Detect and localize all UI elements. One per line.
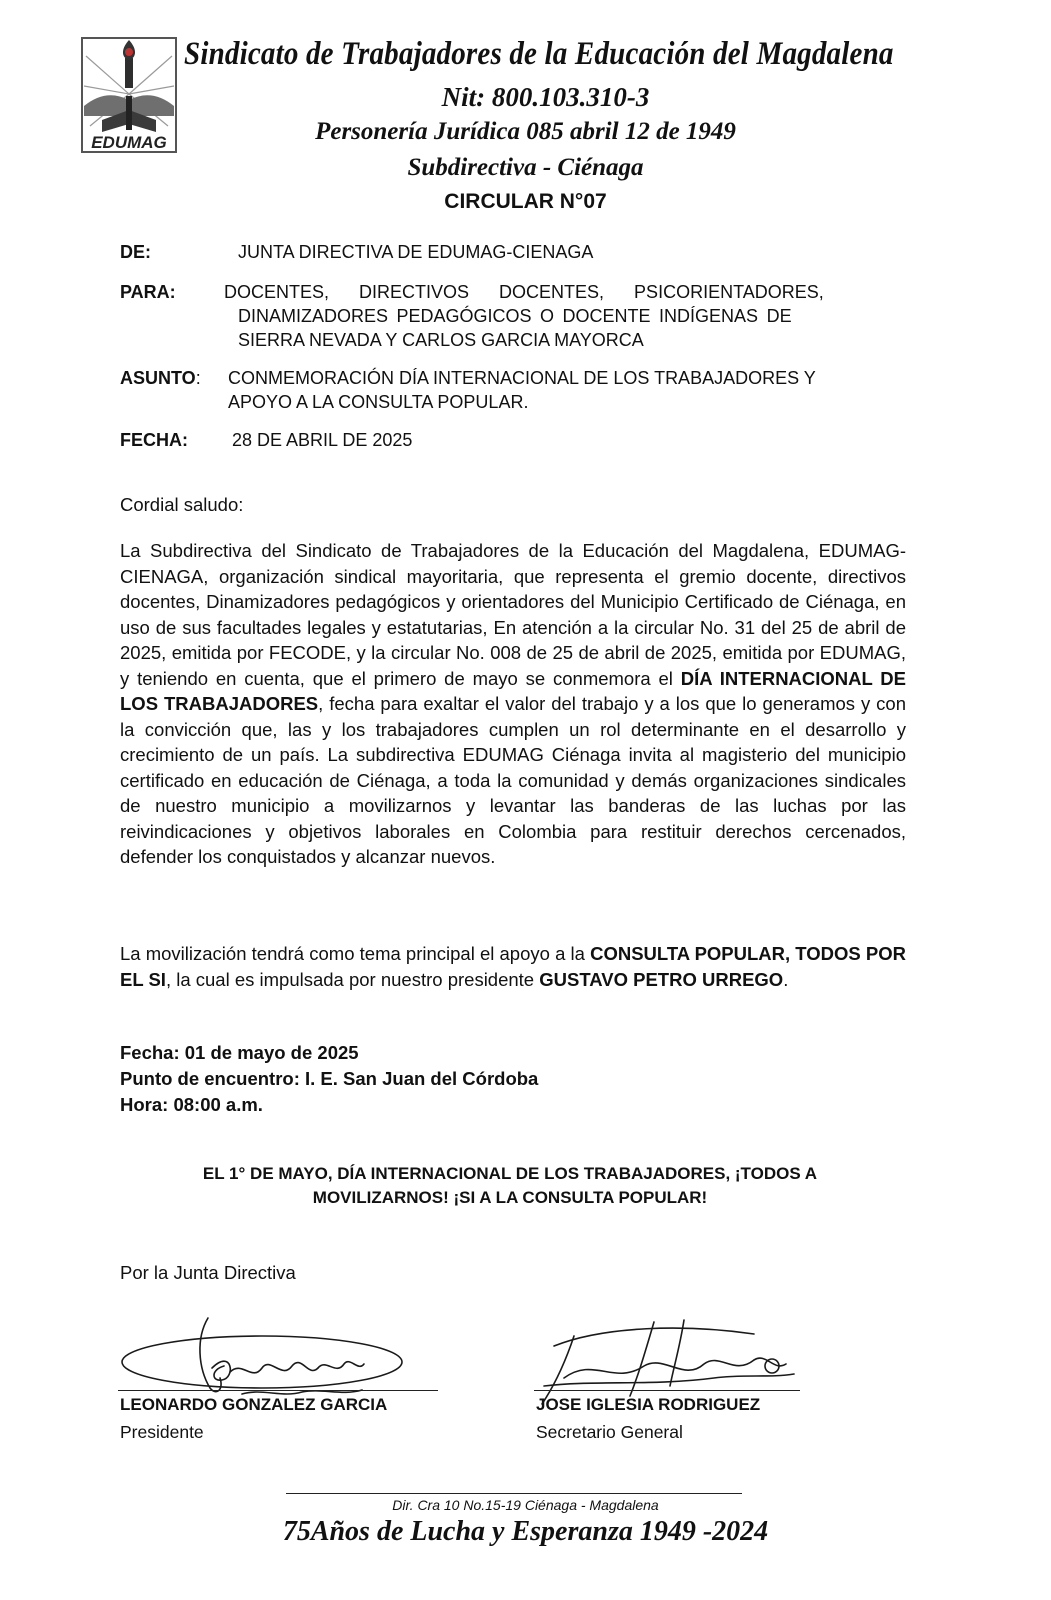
footer-divider bbox=[286, 1493, 742, 1494]
paragraph-1-bold: DÍA INTERNACIONAL DE LOS TRABAJADORES bbox=[120, 667, 907, 714]
paragraph-2-text-a: La movilización tendrá como tema principal el apoyo a la bbox=[120, 943, 591, 964]
paragraph-2-text-c: . bbox=[783, 968, 789, 990]
asunto-line-1: CONMEMORACIÓN DÍA INTERNACIONAL DE LOS TRABAJADORES Y bbox=[228, 368, 816, 388]
para-line-2: DINAMIZADORES PEDAGÓGICOS O DOCENTE INDÍGENAS DE bbox=[238, 306, 792, 326]
subdirectiva: Subdirectiva - Ciénaga bbox=[407, 154, 644, 181]
personeria-juridica: Personería Jurídica 085 abril 12 de 1949 bbox=[315, 118, 736, 145]
event-date: Fecha: 01 de mayo de 2025 bbox=[120, 1042, 359, 1063]
secretary-name: JOSE IGLESIA RODRIGUEZ bbox=[536, 1395, 761, 1414]
event-details bbox=[120, 1040, 538, 1118]
slogan-line-1: EL 1° DE MAYO, DÍA INTERNACIONAL DE LOS TRABAJADORES, ¡TODOS A bbox=[202, 1164, 818, 1183]
asunto-label-group bbox=[120, 366, 201, 390]
body-paragraph-2 bbox=[120, 941, 906, 992]
fecha-label: FECHA: bbox=[120, 430, 188, 450]
slogan-line-2: MOVILIZARNOS! ¡SI A LA CONSULTA POPULAR! bbox=[312, 1188, 708, 1207]
event-time: Hora: 08:00 a.m. bbox=[120, 1094, 263, 1115]
greeting: Cordial saludo: bbox=[120, 494, 244, 515]
para-line-1: DOCENTES, DIRECTIVOS DOCENTES, PSICORIENTADORES, bbox=[224, 282, 824, 302]
fecha-value: 28 DE ABRIL DE 2025 bbox=[232, 430, 413, 450]
slogan bbox=[130, 1162, 890, 1210]
secretary-role: Secretario General bbox=[536, 1422, 683, 1442]
body-paragraph-1 bbox=[120, 538, 906, 870]
paragraph-1-text-b: , fecha para exaltar el valor del trabajo y a los que lo generamos y con la convicción que, las y los trabajadores cumplen un rol determinante en el desarrollo y crecimiento de un país. La subdirectiva EDUMAG Ciénaga invita al magisterio del municipio certificado en educación de Ciénaga, a toda la comunidad y demás organizaciones sindicales de nuestro municipio a movilizarnos y levantar las banderas de las luchas por las reivindicaciones y objetivos laborales en Colombia para restituir derechos cercenados, defender los conquistados y alcanzar nuevos. bbox=[120, 693, 906, 867]
asunto-colon: : bbox=[195, 368, 201, 388]
de-value: JUNTA DIRECTIVA DE EDUMAG-CIENAGA bbox=[238, 242, 594, 262]
president-signature-line bbox=[118, 1390, 438, 1391]
paragraph-1-text-a: La Subdirectiva del Sindicato de Trabajadores de la Educación del Magdalena, EDUMAG- CIENAGA, organización sindical mayoritaria, que representa el gremio docente, directivos docentes, Dinamizadores pedagógicos y orientadores del Municipio Certificado de Ciénaga, en uso de sus facultades legales y estatutarias, En atención a la circular No. 31 del 25 de abril de 2025, emitida por FECODE, y la circular No. 008 de 25 de abril de 2025, emitida por EDUMAG, y teniendo en cuenta, que el primero de mayo se conmemora el bbox=[120, 540, 906, 689]
footer-address: Dir. Cra 10 No.15-19 Ciénaga - Magdalena bbox=[392, 1497, 659, 1513]
footer-motto: 75Años de Lucha y Esperanza 1949 -2024 bbox=[282, 1516, 769, 1547]
nit-number: Nit: 800.103.310-3 bbox=[441, 82, 650, 112]
para-label: PARA: bbox=[120, 282, 176, 302]
secretary-signature-line bbox=[534, 1390, 800, 1391]
asunto-label: ASUNTO bbox=[120, 368, 196, 388]
de-label: DE: bbox=[120, 242, 151, 262]
circular-title: CIRCULAR N°07 bbox=[444, 190, 607, 213]
event-place: Punto de encuentro: I. E. San Juan del Córdoba bbox=[120, 1068, 539, 1089]
logo-text: EDUMAG bbox=[91, 133, 167, 152]
closing: Por la Junta Directiva bbox=[120, 1262, 296, 1283]
para-line-3: SIERRA NEVADA Y CARLOS GARCIA MAYORCA bbox=[238, 330, 644, 350]
president-role: Presidente bbox=[120, 1422, 204, 1442]
asunto-line-2: APOYO A LA CONSULTA POPULAR. bbox=[228, 392, 529, 412]
organization-name: Sindicato de Trabajadores de la Educación del Magdalena bbox=[184, 36, 894, 72]
president-name: LEONARDO GONZALEZ GARCIA bbox=[120, 1395, 388, 1414]
paragraph-2-text-b: , la cual es impulsada por nuestro presidente bbox=[165, 968, 540, 990]
paragraph-2-bold-2: GUSTAVO PETRO URREGO bbox=[539, 968, 784, 990]
paragraph-2-bold-1: CONSULTA POPULAR, TODOS POR EL SI bbox=[120, 943, 906, 990]
